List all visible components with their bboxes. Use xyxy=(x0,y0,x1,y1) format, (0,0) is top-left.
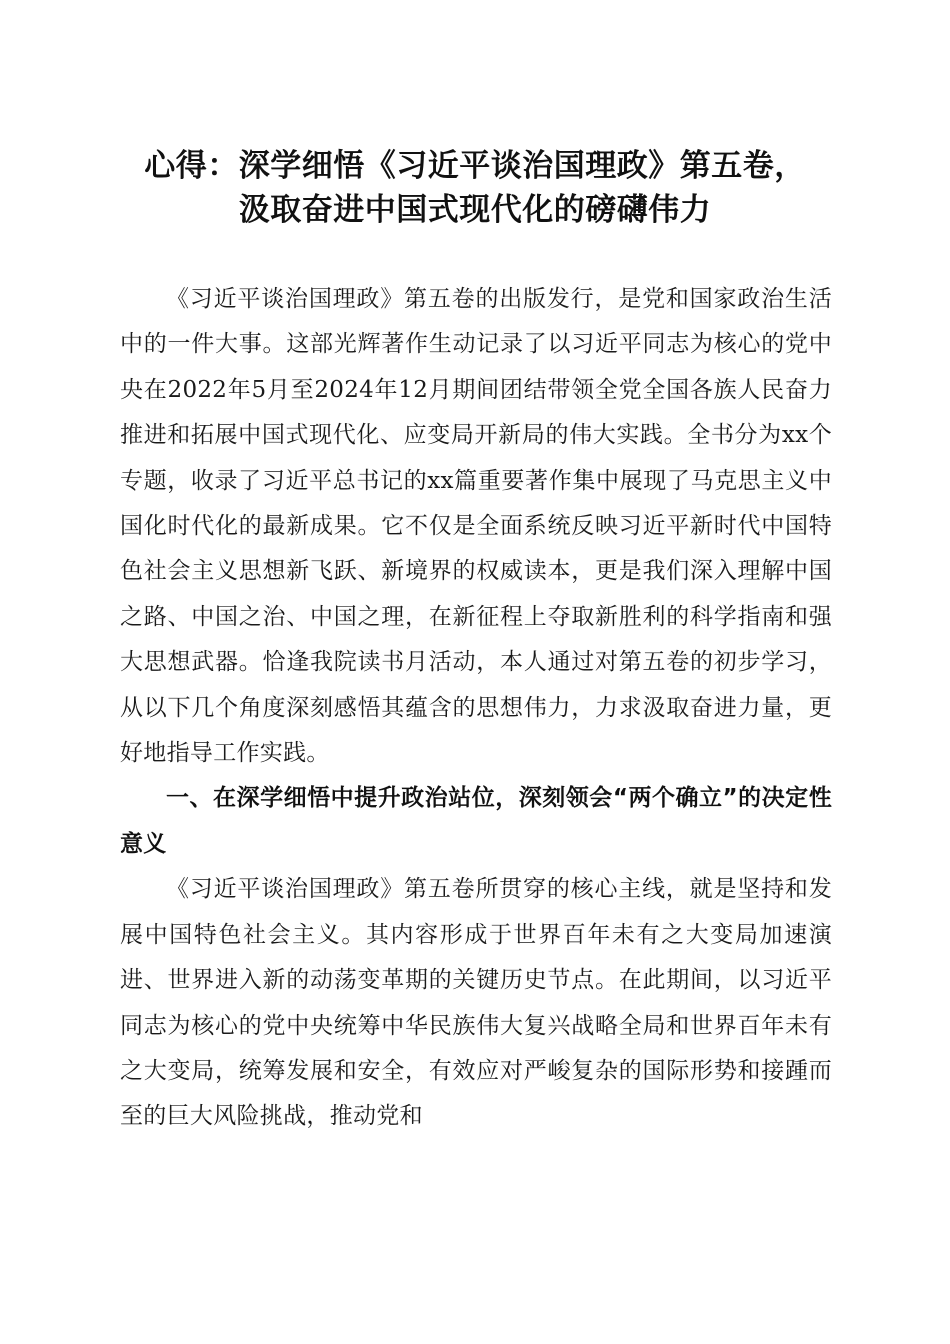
section-heading-1: 一、在深学细悟中提升政治站位，深刻领会“两个确立”的决定性意义 xyxy=(120,785,832,857)
paragraph-section-1: 《习近平谈治国理政》第五卷所贯穿的核心主线，就是坚持和发展中国特色社会主义。其内容形成于世界百年未有之大变局加速演进、世界进入新的动荡变革期的关键历史节点。在此期间，以习近平同志为核心的党中央统筹中华民族伟大复兴战略全局和世界百年未有之大变局，统筹发展和安全，有效应对严峻复杂的国际形势和接踵而至的巨大风险挑战，推动党和 xyxy=(120,876,832,1130)
document-body xyxy=(120,277,832,1140)
title-line-1: 心得：深学细悟《习近平谈治国理政》第五卷， xyxy=(144,148,806,184)
paragraph-intro: 《习近平谈治国理政》第五卷的出版发行，是党和国家政治生活中的一件大事。这部光辉著作生动记录了以习近平同志为核心的党中央在2022年5月至2024年12月期间团结带领全党全国各族人民奋力推进和拓展中国式现代化、应变局开新局的伟大实践。全书分为xx个专题，收录了习近平总书记的xx篇重要著作集中展现了马克思主义中国化时代化的最新成果。它不仅是全面系统反映习近平新时代中国特色社会主义思想新飞跃、新境界的权威读本，更是我们深入理解中国之路、中国之治、中国之理，在新征程上夺取新胜利的科学指南和强大思想武器。恰逢我院读书月活动，本人通过对第五卷的初步学习，从以下几个角度深刻感悟其蕴含的思想伟力，力求汲取奋进力量，更好地指导工作实践。 xyxy=(120,286,832,767)
title-line-2: 汲取奋进中国式现代化的磅礴伟力 xyxy=(238,192,712,228)
